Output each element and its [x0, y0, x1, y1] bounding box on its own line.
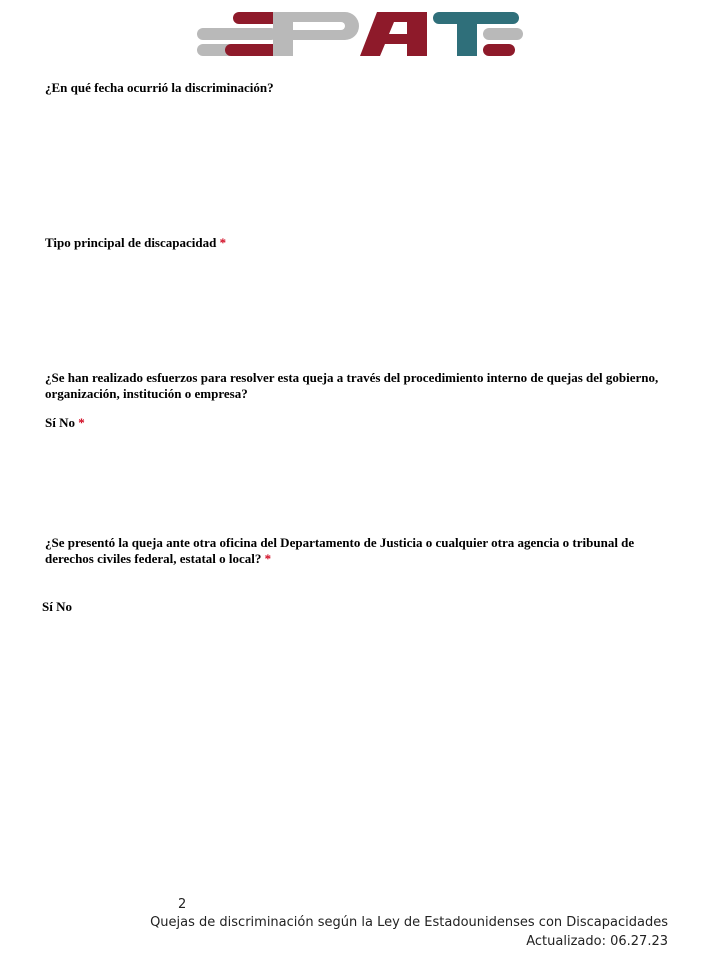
footer-title: Quejas de discriminación según la Ley de Estadounidenses con Discapacidades: [150, 915, 668, 930]
question-disability-type: [45, 235, 665, 251]
question-label: ¿En qué fecha ocurrió la discriminación?: [45, 80, 274, 95]
question-discrimination-date: [45, 80, 665, 96]
options-label: Sí No: [45, 415, 75, 430]
question-other-agency: [45, 535, 665, 567]
required-marker: *: [78, 415, 85, 430]
yes-no-options[interactable]: [45, 415, 85, 431]
question-label: ¿Se han realizado esfuerzos para resolver esta queja a través del procedimiento interno de quejas del gobierno, organización, institución o empresa?: [45, 370, 659, 401]
question-label: Tipo principal de discapacidad: [45, 235, 217, 250]
required-marker: *: [264, 551, 272, 566]
yes-no-options[interactable]: [42, 599, 72, 615]
pat-logo-icon: [195, 8, 525, 60]
question-label: ¿Se presentó la queja ante otra oficina del Departamento de Justicia o cualquier otra agencia o tribunal de derechos civiles federal, estatal o local?: [45, 535, 635, 566]
required-marker: *: [219, 235, 227, 250]
question-internal-resolution: [45, 370, 665, 402]
options-label: Sí No: [42, 599, 72, 614]
page-number: 2: [178, 897, 187, 912]
footer-updated: Actualizado: 06.27.23: [526, 934, 668, 949]
